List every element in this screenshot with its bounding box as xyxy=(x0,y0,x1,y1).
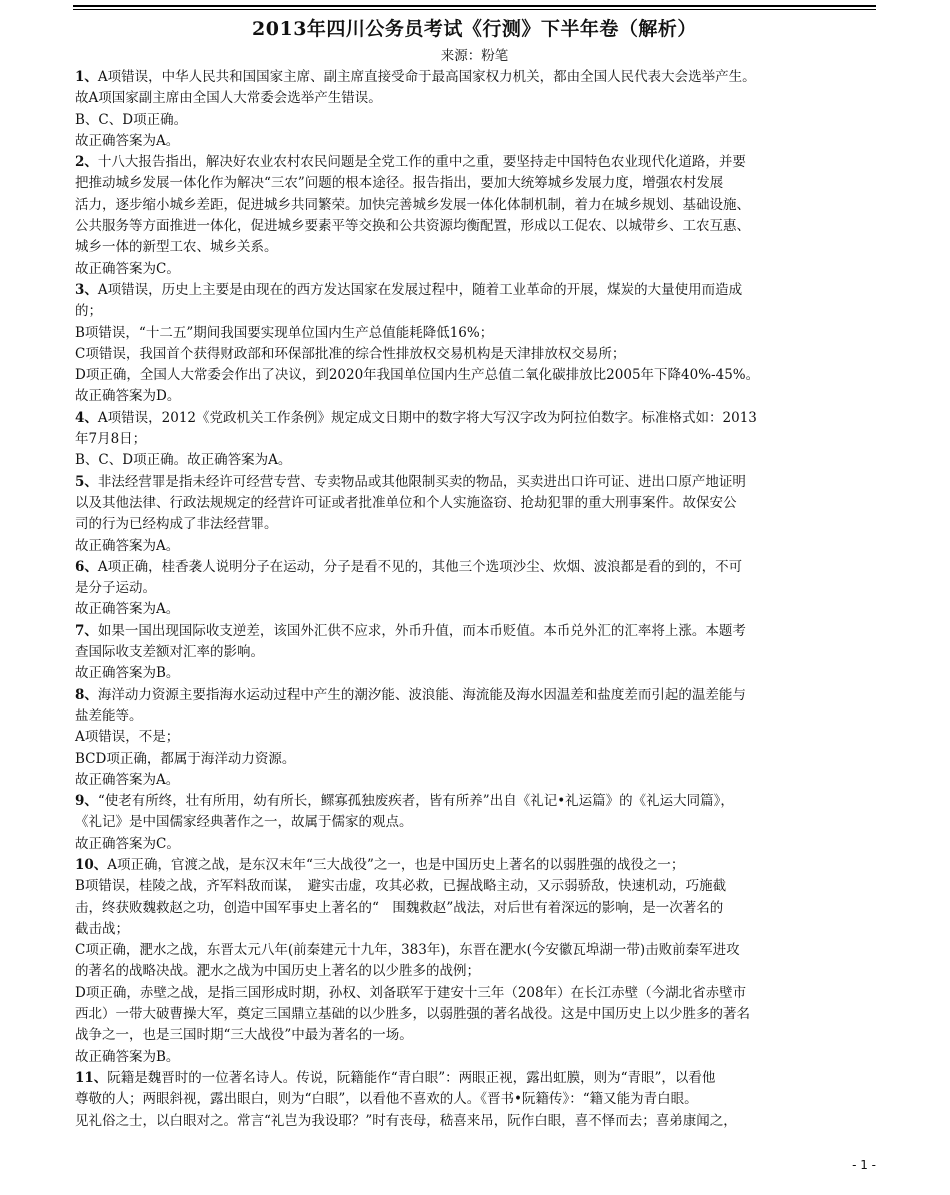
text-line xyxy=(75,450,878,471)
text-line xyxy=(75,1111,878,1132)
line-text: 故正确答案为A。 xyxy=(75,132,180,149)
text-line xyxy=(75,514,878,535)
line-text: 故正确答案为A。 xyxy=(75,537,180,554)
text-line xyxy=(75,1025,878,1046)
text-line xyxy=(75,259,878,280)
text-line xyxy=(75,706,878,727)
line-text: A项错误，不是； xyxy=(75,729,180,746)
line-text: 故正确答案为D。 xyxy=(75,388,181,405)
question-number: 1、 xyxy=(75,69,98,85)
line-text: 见礼俗之士，以白眼对之。常言“礼岂为我设耶？”时有丧母，嵇喜来吊，阮作白眼，喜不怿而去；喜弟康闻之， xyxy=(75,1112,737,1129)
line-text: 击，终获败魏救赵之功，创造中国军事史上著名的“ 围魏救赵”战法，对后世有着深远的影响，是一次著名的 xyxy=(75,899,724,916)
line-text: C项错误，我国首个获得财政部和环保部批准的综合性排放权交易机构是天津排放权交易所； xyxy=(75,345,626,362)
line-text: A项正确，官渡之战，是东汉末年“三大战役”之一，也是中国历史上著名的以弱胜强的战役之一； xyxy=(107,856,685,873)
line-text: D项正确，全国人大常委会作出了决议，到2020年我国单位国内生产总值二氧化碳排放比2005年下降40%-45%。 xyxy=(75,367,760,384)
question-number: 11、 xyxy=(75,1069,108,1086)
text-line xyxy=(75,770,878,791)
text-line xyxy=(75,301,878,322)
text-line xyxy=(75,195,878,216)
line-text: 是分子运动。 xyxy=(75,580,156,597)
text-line xyxy=(75,961,878,982)
line-text: 故A项国家副主席由全国人大常委会选举产生错误。 xyxy=(75,90,382,107)
text-line xyxy=(75,323,878,344)
text-line xyxy=(75,663,878,684)
text-line xyxy=(75,536,878,557)
text-line xyxy=(75,493,878,514)
line-text: BCD项正确，都属于海洋动力资源。 xyxy=(75,750,296,767)
text-line xyxy=(75,919,878,940)
text-line xyxy=(75,472,878,493)
header-rule xyxy=(73,5,876,7)
text-line xyxy=(75,834,878,855)
question-number: 4、 xyxy=(75,409,98,426)
line-text: 故正确答案为A。 xyxy=(75,601,180,618)
text-line xyxy=(75,131,878,152)
text-line xyxy=(75,1004,878,1025)
line-text: 公共服务等方面推进一体化，促进城乡要素平等交换和公共资源均衡配置，形成以工促农、以城带乡、工农互惠、 xyxy=(75,218,750,235)
line-text: 故正确答案为C。 xyxy=(75,835,180,852)
line-text: A项错误，历史上主要是由现在的西方发达国家在发展过程中，随着工业革命的开展，煤炭的大量使用而造成 xyxy=(97,281,743,298)
line-text: 故正确答案为A。 xyxy=(75,771,180,788)
question-number: 5、 xyxy=(75,473,98,490)
text-line xyxy=(75,599,878,620)
text-line xyxy=(75,110,878,131)
line-text: 的著名的战略决战。淝水之战为中国历史上著名的以少胜多的战例； xyxy=(75,963,480,980)
document-title: 2013年四川公务员考试《行测》下半年卷（解析） xyxy=(252,18,697,40)
line-text: 查国际收支差额对汇率的影响。 xyxy=(75,644,264,661)
line-text: 故正确答案为C。 xyxy=(75,260,180,277)
header-rule-thin xyxy=(73,9,876,10)
text-line xyxy=(75,642,878,663)
line-text: 年7月8日； xyxy=(75,431,147,448)
line-text: A项错误，中华人民共和国国家主席、副主席直接受命于最高国家权力机关，都由全国人民代表大会选举产生。 xyxy=(97,69,756,85)
line-text: 截击战； xyxy=(75,920,129,937)
line-text: 非法经营罪是指未经许可经营专营、专卖物品或其他限制买卖的物品，买卖进出口许可证、进出口原产地证明 xyxy=(97,473,746,490)
text-line xyxy=(75,727,878,748)
line-text: 《礼记》是中国儒家经典著作之一，故属于儒家的观点。 xyxy=(75,814,413,831)
text-line xyxy=(75,685,878,706)
line-text: A项错误，2012《党政机关工作条例》规定成文日期中的数字将大写汉字改为阿拉伯数字。标准格式如：2013 xyxy=(97,409,757,426)
line-text: 战争之一，也是三国时期“三大战役”中最为著名的一场。 xyxy=(75,1027,413,1044)
line-text: “使老有所终，壮有所用，幼有所长，鳏寡孤独废疾者，皆有所养”出自《礼记•礼运篇》的《礼运大同篇》， xyxy=(97,793,734,810)
text-line xyxy=(75,1068,878,1089)
document-body xyxy=(75,67,878,1132)
text-line xyxy=(75,365,878,386)
text-line xyxy=(75,557,878,578)
question-number: 7、 xyxy=(75,622,98,639)
line-text: 十八大报告指出，解决好农业农村农民问题是全党工作的重中之重，要坚持走中国特色农业现代化道路，并要 xyxy=(97,154,746,171)
text-line xyxy=(75,216,878,237)
question-number: 9、 xyxy=(75,793,98,810)
line-text: 故正确答案为B。 xyxy=(75,1048,180,1065)
line-text: B、C、D项正确。故正确答案为A。 xyxy=(75,452,292,469)
line-text: A项正确，桂香袭人说明分子在运动，分子是看不见的，其他三个选项沙尘、炊烟、波浪都是看的到的，不可 xyxy=(97,558,743,575)
text-line xyxy=(75,898,878,919)
line-text: 尊敬的人；两眼斜视，露出眼白，则为“白眼”，以看他不喜欢的人。《晋书•阮籍传》：“籍又能为青白眼。 xyxy=(75,1091,698,1108)
text-line xyxy=(75,621,878,642)
text-line xyxy=(75,386,878,407)
text-line xyxy=(75,152,878,173)
text-line xyxy=(75,237,878,258)
page-number: - 1 - xyxy=(852,1158,876,1172)
line-text: 盐差能等。 xyxy=(75,707,143,724)
line-text: B项错误，桂陵之战，齐军料敌而谋， 避实击虚，攻其必救，已握战略主动，又示弱骄敌，快速机动，巧施截 xyxy=(75,878,727,895)
line-text: 城乡一体的新型工农、城乡关系。 xyxy=(75,239,278,256)
text-line xyxy=(75,88,878,109)
line-text: 以及其他法律、行政法规规定的经营许可证或者批准单位和个人实施盗窃、抢劫犯罪的重大刑事案件。故保安公 xyxy=(75,494,737,511)
text-line xyxy=(75,67,878,88)
question-number: 8、 xyxy=(75,686,98,703)
line-text: 故正确答案为B。 xyxy=(75,665,180,682)
text-line xyxy=(75,855,878,876)
text-line xyxy=(75,791,878,812)
text-line xyxy=(75,344,878,365)
line-text: B项错误，“十二五”期间我国要实现单位国内生产总值能耗降低16%； xyxy=(75,324,494,341)
text-line xyxy=(75,1089,878,1110)
line-text: 司的行为已经构成了非法经营罪。 xyxy=(75,516,278,533)
line-text: B、C、D项正确。 xyxy=(75,111,188,128)
line-text: 把推动城乡发展一体化作为解决“三农”问题的根本途径。报告指出，要加大统筹城乡发展力度，增强农村发展 xyxy=(75,175,724,192)
text-line xyxy=(75,578,878,599)
line-text: 活力，逐步缩小城乡差距，促进城乡共同繁荣。加快完善城乡发展一体化体制机制，着力在城乡规划、基础设施、 xyxy=(75,196,750,213)
line-text: 的； xyxy=(75,303,102,320)
question-number: 3、 xyxy=(75,281,98,298)
question-number: 10、 xyxy=(75,856,108,873)
text-line xyxy=(75,983,878,1004)
line-text: C项正确，淝水之战，东晋太元八年(前秦建元十九年，383年)，东晋在淝水(今安徽瓦埠湖一带)击败前秦军进攻 xyxy=(75,942,740,959)
line-text: 海洋动力资源主要指海水运动过程中产生的潮汐能、波浪能、海流能及海水因温差和盐度差而引起的温差能与 xyxy=(97,686,746,703)
line-text: D项正确，赤壁之战，是指三国形成时期，孙权、刘备联军于建安十三年（208年）在长江赤壁（今湖北省赤壁市 xyxy=(75,984,747,1001)
text-line xyxy=(75,876,878,897)
text-line xyxy=(75,429,878,450)
text-line xyxy=(75,812,878,833)
question-number: 2、 xyxy=(75,154,98,171)
line-text: 西北）一带大破曹操大军，奠定三国鼎立基础的以少胜多，以弱胜强的著名战役。这是中国历史上以少胜多的著名 xyxy=(75,1006,750,1023)
text-line xyxy=(75,940,878,961)
question-number: 6、 xyxy=(75,558,98,575)
text-line xyxy=(75,749,878,770)
text-line xyxy=(75,408,878,429)
text-line xyxy=(75,280,878,301)
text-line xyxy=(75,1047,878,1068)
text-line xyxy=(75,173,878,194)
line-text: 阮籍是魏晋时的一位著名诗人。传说，阮籍能作“青白眼”：两眼正视，露出虹膜，则为“青眼”，以看他 xyxy=(107,1069,716,1086)
document-source: 来源：粉笔 xyxy=(440,48,509,64)
line-text: 如果一国出现国际收支逆差，该国外汇供不应求，外币升值，而本币贬值。本币兑外汇的汇率将上涨。本题考 xyxy=(97,622,746,639)
